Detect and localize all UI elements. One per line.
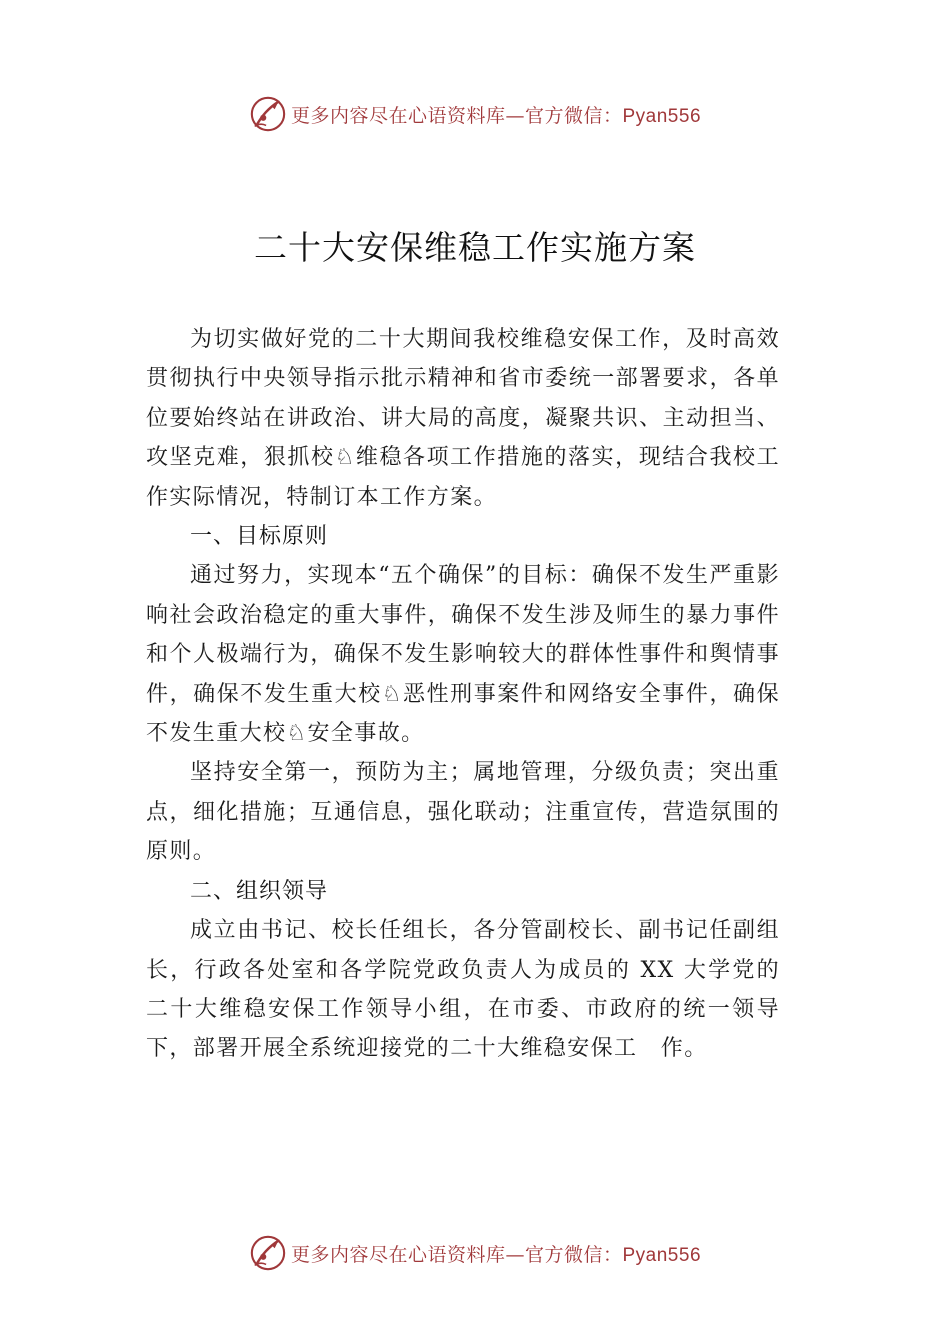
goals-paragraph-1: 通过努力，实现本“五个确保”的目标：确保不发生严重影响社会政治稳定的重大事件，确保不发生涉及师生的暴力事件和个人极端行为，确保不发生影响较大的群体性事件和舆情事件，确保不发生重大校♘恶性刑事案件和网络安全事件，确保不发生重大校♘安全事故。 — [146, 563, 780, 747]
pen-logo-icon — [249, 95, 287, 133]
header-banner-text — [291, 101, 701, 128]
goals-paragraph-2: 坚持安全第一，预防为主；属地管理，分级负责；突出重点，细化措施；互通信息，强化联动；注重宣传，营造氛围的原则。 — [146, 760, 780, 865]
intro-paragraph: 为切实做好党的二十大期间我校维稳安保工作，及时高效贯彻执行中央领导指示批示精神和省市委统一部署要求，各单位要始终站在讲政治、讲大局的高度，凝聚共识、主动担当、攻坚克难，狠抓校♘维稳各项工作措施的落实，现结合我校工作实际情况，特制订本工作方案。 — [146, 327, 780, 510]
footer-banner-wechat-id: Pyan556 — [622, 1244, 702, 1266]
header-banner-cn: 更多内容尽在心语资料库—官方微信： — [290, 104, 623, 127]
pen-logo-icon — [249, 1234, 287, 1272]
footer-banner-cn: 更多内容尽在心语资料库—官方微信： — [290, 1243, 623, 1266]
header-banner-wechat-id: Pyan556 — [622, 105, 702, 127]
document-body — [146, 320, 780, 1069]
footer-banner-text — [291, 1240, 701, 1267]
header-banner — [0, 94, 950, 134]
organization-paragraph: 成立由书记、校长任组长，各分管副校长、副书记任副组长，行政各处室和各学院党政负责人为成员的 XX 大学党的二十大维稳安保工作领导小组，在市委、市政府的统一领导下，部署开展全系统迎接党的二十大维稳安保工 作。 — [146, 918, 780, 1062]
document-title: 二十大安保维稳工作实施方案 — [254, 228, 696, 267]
section-heading-goals: 一、目标原则 — [190, 524, 329, 550]
footer-banner — [0, 1233, 950, 1273]
section-heading-organization: 二、组织领导 — [190, 878, 329, 904]
